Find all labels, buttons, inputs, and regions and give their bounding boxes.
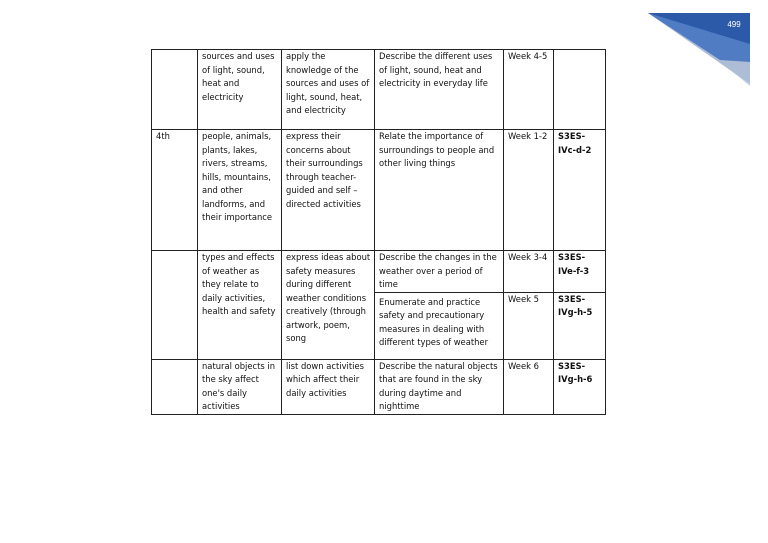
duration-cell: Week 3-4 — [504, 251, 554, 293]
grade-cell — [152, 251, 198, 360]
grade-cell — [152, 50, 198, 130]
duration-cell: Week 5 — [504, 292, 554, 359]
competency-cell: Describe the different uses of light, sound, heat and electricity in everyday life — [375, 50, 504, 130]
page-number: 499 — [727, 20, 741, 29]
code-cell: S3ES-IVg-h-5 — [554, 292, 606, 359]
standard-cell: express ideas about safety measures during different weather conditions creatively (through artwork, poem, song — [282, 251, 375, 360]
competency-cell: Relate the importance of surroundings to people and other living things — [375, 130, 504, 251]
code-cell: S3ES-IVg-h-6 — [554, 359, 606, 414]
curriculum-table — [151, 49, 606, 415]
table-row — [152, 251, 606, 293]
standard-cell: list down activities which affect their daily activities — [282, 359, 375, 414]
content-cell: people, animals, plants, lakes, rivers, streams, hills, mountains, and other landforms, and their importance — [198, 130, 282, 251]
standard-cell: express their concerns about their surroundings through teacher-guided and self – directed activities — [282, 130, 375, 251]
content-cell: types and effects of weather as they relate to daily activities, health and safety — [198, 251, 282, 360]
grade-cell — [152, 359, 198, 414]
code-cell: S3ES-IVe-f-3 — [554, 251, 606, 293]
competency-cell: Describe the natural objects that are found in the sky during daytime and nighttime — [375, 359, 504, 414]
content-cell: sources and uses of light, sound, heat and electricity — [198, 50, 282, 130]
grade-cell: 4th — [152, 130, 198, 251]
code-cell — [554, 50, 606, 130]
standard-cell: apply the knowledge of the sources and uses of light, sound, heat, and electricity — [282, 50, 375, 130]
duration-cell: Week 6 — [504, 359, 554, 414]
competency-cell: Describe the changes in the weather over a period of time — [375, 251, 504, 293]
table-row — [152, 359, 606, 414]
table-row — [152, 130, 606, 251]
content-cell: natural objects in the sky affect one's daily activities — [198, 359, 282, 414]
duration-cell: Week 4-5 — [504, 50, 554, 130]
competency-cell: Enumerate and practice safety and precautionary measures in dealing with different types of weather — [375, 292, 504, 359]
duration-cell: Week 1-2 — [504, 130, 554, 251]
table-row — [152, 50, 606, 130]
code-cell: S3ES-IVc-d-2 — [554, 130, 606, 251]
